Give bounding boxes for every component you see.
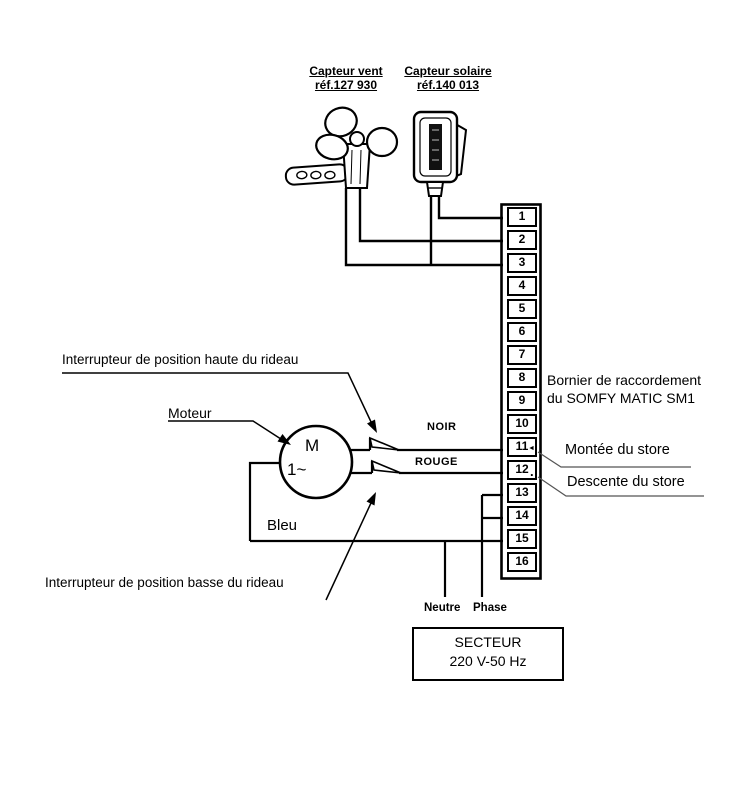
bornier-label	[547, 371, 701, 407]
haute-switch-label: Interrupteur de position haute du rideau	[62, 352, 299, 367]
wind-sensor-label	[294, 64, 398, 92]
secteur-line1: SECTEUR	[454, 634, 522, 650]
wind-sensor-title: Capteur vent	[309, 64, 383, 78]
rouge-wire-label: ROUGE	[415, 456, 458, 468]
terminal-14: 14	[507, 506, 537, 526]
lower-limit-switch-blade	[372, 461, 401, 473]
moteur-arrow-line	[168, 421, 284, 441]
mains-wires	[445, 495, 503, 597]
phase-label: Phase	[473, 602, 507, 614]
upper-limit-switch-blade	[370, 438, 399, 450]
bleu-wire-label: Bleu	[267, 517, 298, 534]
limit-switch-contacts	[370, 438, 401, 473]
motor-phase-symbol: 1~	[287, 460, 307, 479]
haute-arrow-line	[62, 373, 372, 424]
terminal-7: 7	[507, 345, 537, 365]
wind-sensor-drawing	[285, 103, 397, 188]
basse-arrow-line	[326, 503, 371, 600]
descente-label: Descente du store	[567, 474, 685, 490]
bornier-label-line2: du SOMFY MATIC SM1	[547, 390, 696, 406]
terminal-4: 4	[507, 276, 537, 296]
solar-sensor-drawing	[414, 112, 466, 196]
motor-letter: M	[305, 436, 320, 455]
montee-label: Montée du store	[565, 442, 670, 458]
solar-sensor-title: Capteur solaire	[404, 64, 492, 78]
solar-sensor-ref: réf.140 013	[416, 78, 480, 92]
terminal-12-dot-icon: .	[530, 464, 534, 479]
terminal-12: 12	[507, 460, 537, 480]
terminal-8: 8	[507, 368, 537, 388]
terminal-10: 10	[507, 414, 537, 434]
terminal-9: 9	[507, 391, 537, 411]
terminal-strip	[507, 207, 537, 575]
solar-sensor-label	[396, 64, 500, 92]
secteur-box	[412, 627, 564, 681]
terminal-15: 15	[507, 529, 537, 549]
terminal-6: 6	[507, 322, 537, 342]
terminal-1: 1	[507, 207, 537, 227]
bornier-label-line1: Bornier de raccordement	[547, 372, 702, 388]
secteur-line2: 220 V-50 Hz	[449, 653, 527, 669]
neutre-label: Neutre	[424, 602, 461, 614]
basse-arrowhead	[367, 492, 377, 506]
sensor-wires	[346, 188, 503, 265]
moteur-label: Moteur	[168, 405, 212, 421]
terminal-2: 2	[507, 230, 537, 250]
terminal-11-pointer-icon: ◄	[528, 445, 535, 452]
basse-switch-label: Interrupteur de position basse du rideau	[45, 575, 284, 590]
terminal-16: 16	[507, 552, 537, 572]
noir-wire-label: NOIR	[427, 421, 457, 433]
haute-arrowhead	[367, 420, 377, 434]
terminal-3: 3	[507, 253, 537, 273]
terminal-5: 5	[507, 299, 537, 319]
wind-sensor-ref: réf.127 930	[314, 78, 378, 92]
terminal-13: 13	[507, 483, 537, 503]
terminal-11: 11	[507, 437, 537, 457]
